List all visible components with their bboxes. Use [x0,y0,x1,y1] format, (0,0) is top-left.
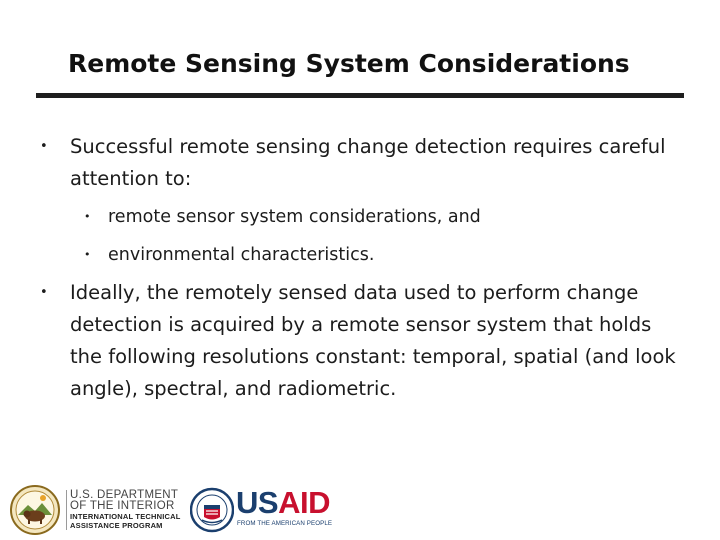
sub-bullet-glyph: • [84,248,91,261]
slide-title: Remote Sensing System Considerations [68,49,630,78]
doi-seal-logo [10,485,60,535]
bullet-glyph: • [40,285,48,300]
sub-bullet-text: environmental characteristics. [108,245,375,265]
sub-bullet-text: remote sensor system considerations, and [108,207,481,227]
bullet-text: Successful remote sensing change detection requires careful attention to: [70,135,666,190]
doi-line-1: U.S. DEPARTMENT [70,489,179,501]
logo-divider [66,490,67,530]
doi-line-4: ASSISTANCE PROGRAM [70,521,163,530]
usaid-seal-logo [190,487,234,533]
sub-bullet-glyph: • [84,210,91,223]
sub-bullet-item-2 [84,242,374,268]
doi-wordmark [70,490,181,530]
doi-line-2: OF THE INTERIOR [70,500,175,512]
usaid-aid: AID [278,485,330,520]
sub-bullet-item-1 [84,204,481,230]
bullet-item-2 [40,277,680,405]
doi-line-3: INTERNATIONAL TECHNICAL [70,512,181,521]
bullet-text: Ideally, the remotely sensed data used to perform change detection is acquired by a remote sensor system that holds the following resolutions constant: temporal, spatial (and look angle), spectral, and radiometric. [70,281,676,400]
footer-logos [0,482,720,540]
bullet-item-1 [40,131,680,195]
bullet-glyph: • [40,139,48,154]
usaid-us: US [236,485,279,520]
usaid-tagline: FROM THE AMERICAN PEOPLE [237,520,333,527]
usaid-wordmark [236,486,330,520]
